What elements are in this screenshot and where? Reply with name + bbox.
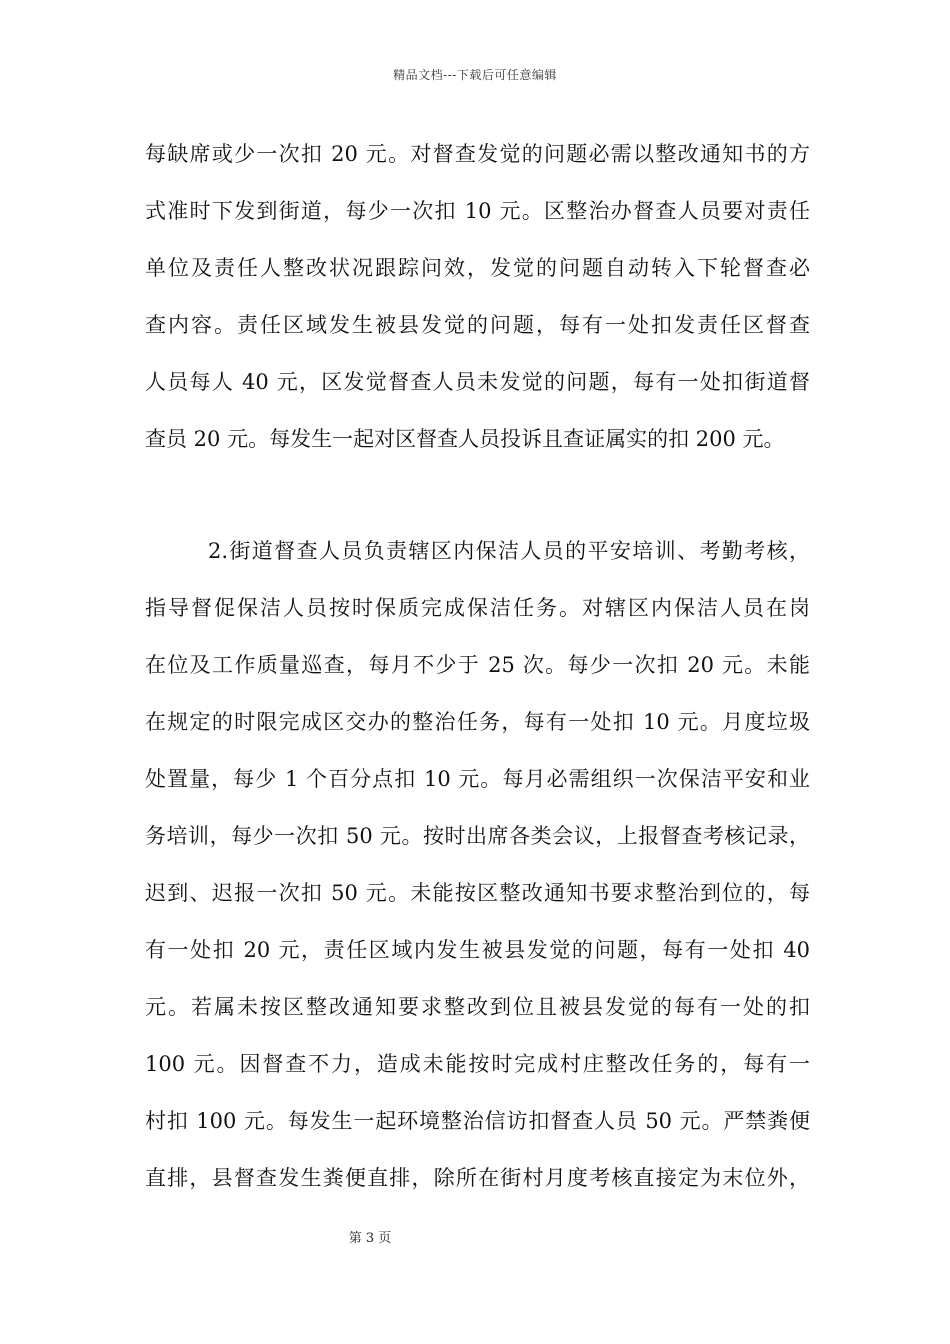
paragraph-line: 2.街道督查人员负责辖区内保洁人员的平安培训、考勤考核， (208, 539, 810, 563)
paragraph-line: 元。若属未按区整改通知要求整改到位且被县发觉的每有一处的扣 (145, 995, 810, 1019)
paragraph-line: 处置量，每少 1 个百分点扣 10 元。每月必需组织一次保洁平安和业 (145, 767, 810, 791)
paragraph-1 (145, 126, 810, 468)
paragraph-line: 100 元。因督查不力，造成未能按时完成村庄整改任务的，每有一 (145, 1052, 810, 1076)
paragraph-line: 务培训，每少一次扣 50 元。按时出席各类会议，上报督查考核记录， (145, 824, 810, 848)
paragraph-line: 村扣 100 元。每发生一起环境整治信访扣督查人员 50 元。严禁粪便 (145, 1109, 810, 1133)
paragraph-line: 查员 20 元。每发生一起对区督查人员投诉且查证属实的扣 200 元。 (145, 427, 785, 451)
paragraph-line: 查内容。责任区域发生被县发觉的问题，每有一处扣发责任区督查 (145, 313, 810, 337)
page-number: 第 3 页 (348, 1231, 392, 1246)
paragraph-line: 指导督促保洁人员按时保质完成保洁任务。对辖区内保洁人员在岗 (145, 596, 810, 620)
paragraph-2 (145, 523, 810, 1207)
paragraph-line: 迟到、迟报一次扣 50 元。未能按区整改通知书要求整治到位的，每 (145, 881, 810, 905)
paragraph-line: 在规定的时限完成区交办的整治任务，每有一处扣 10 元。月度垃圾 (145, 710, 810, 734)
paragraph-line: 每缺席或少一次扣 20 元。对督查发觉的问题必需以整改通知书的方 (145, 142, 810, 166)
paragraph-line: 有一处扣 20 元，责任区域内发生被县发觉的问题，每有一处扣 40 (145, 938, 810, 962)
paragraph-line: 人员每人 40 元，区发觉督查人员未发觉的问题，每有一处扣街道督 (145, 370, 810, 394)
paragraph-line: 单位及责任人整改状况跟踪问效，发觉的问题自动转入下轮督查必 (145, 256, 810, 280)
page-header: 精品文档---下载后可任意编辑 (393, 68, 557, 82)
paragraph-line: 式准时下发到街道，每少一次扣 10 元。区整治办督查人员要对责任 (145, 199, 810, 223)
paragraph-line: 直排，县督查发生粪便直排，除所在街村月度考核直接定为末位外， (145, 1166, 810, 1190)
paragraph-line: 在位及工作质量巡查，每月不少于 25 次。每少一次扣 20 元。未能 (145, 653, 810, 677)
